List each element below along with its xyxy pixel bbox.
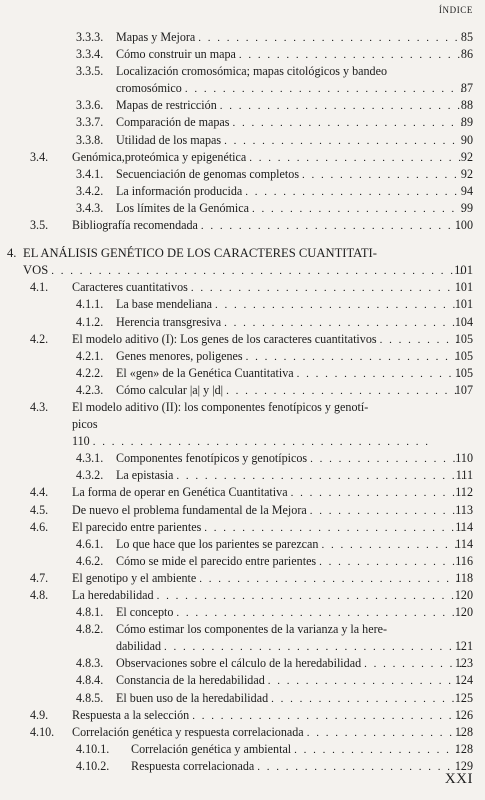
- toc-entry-number: 4.6.1.: [76, 536, 104, 551]
- toc-entry-title: picos: [72, 417, 98, 432]
- toc-entry-number: 3.4.2.: [76, 183, 104, 198]
- toc-entry: [0, 262, 485, 279]
- toc-entry: [0, 63, 485, 80]
- toc-entry-number: 4.8.4.: [76, 673, 104, 688]
- toc-entry-body: [23, 262, 463, 280]
- toc-entry-page: 113: [455, 502, 473, 517]
- toc-dot-leader: [224, 133, 463, 150]
- toc-entry: [0, 724, 485, 741]
- toc-entry-number: 4.1.: [30, 280, 49, 295]
- toc-entry: [0, 638, 485, 655]
- toc-entry-number: 4.7.: [30, 570, 49, 585]
- toc-entry-title: Correlación genética y respuesta correlacionada: [72, 724, 304, 739]
- toc-entry: [0, 348, 485, 365]
- toc-entry-number: 3.4.3.: [76, 200, 104, 215]
- toc-entry-page: 92: [460, 149, 473, 164]
- toc-entry-page: 107: [454, 382, 473, 397]
- toc-entry: [0, 245, 485, 262]
- toc-entry: [0, 80, 485, 97]
- toc-entry-body: [116, 46, 463, 64]
- toc-entry-page: 110: [455, 451, 473, 466]
- toc-entry-title: El buen uso de la heredabilidad: [116, 690, 269, 705]
- toc-entry-number: 3.3.6.: [76, 98, 104, 113]
- toc-entry: [0, 217, 485, 234]
- toc-entry-body: [116, 80, 463, 98]
- toc-entry-number: 3.3.8.: [76, 132, 104, 147]
- toc-entry-body: [116, 63, 463, 80]
- toc-entry-page: 114: [455, 519, 473, 534]
- toc-entry-number: 4.8.1.: [76, 605, 104, 620]
- toc-entry-body: [116, 553, 463, 571]
- toc-entry-page: 99: [460, 200, 473, 215]
- toc-entry-page: 90: [460, 132, 473, 147]
- toc-entry-body: [72, 279, 463, 297]
- toc-dot-leader: [249, 150, 463, 167]
- toc-entry: [0, 314, 485, 331]
- toc-entry-title: 110: [72, 434, 90, 449]
- toc-entry-page: 105: [454, 331, 473, 346]
- toc-entry-body: [116, 450, 463, 468]
- toc-entry: [0, 672, 485, 689]
- folio-page-number: XXI: [444, 771, 473, 787]
- toc-entry-body: [116, 114, 463, 132]
- toc-entry-number: 4.2.1.: [76, 348, 104, 363]
- toc-entry-body: [116, 29, 463, 47]
- toc-entry-title: Lo que hace que los parientes se parezcan: [116, 536, 319, 551]
- toc-dot-leader: [271, 691, 463, 708]
- toc-entry-body: [116, 638, 463, 656]
- toc-entry-page: 87: [460, 81, 473, 96]
- toc-entry-title: Cómo calcular |a| y |d|: [116, 382, 224, 397]
- toc-entry-page: 92: [460, 166, 473, 181]
- toc-entry-body: [72, 519, 463, 537]
- toc-dot-leader: [176, 605, 463, 622]
- toc-entry-title: cromosómico: [116, 81, 182, 96]
- toc-entry-number: 3.4.1.: [76, 166, 104, 181]
- toc-entry-page: 105: [454, 365, 473, 380]
- toc-entry-body: [116, 467, 463, 485]
- toc-entry-page: 112: [455, 485, 473, 500]
- toc-entry-number: 4.1.1.: [76, 297, 104, 312]
- toc-entry-body: [116, 690, 463, 708]
- toc-entry: [0, 587, 485, 604]
- toc-entry-page: 120: [454, 605, 473, 620]
- toc-dot-leader: [157, 588, 463, 605]
- toc-entry-body: [116, 314, 463, 332]
- toc-dot-leader: [307, 725, 463, 742]
- toc-entry-page: 123: [454, 656, 473, 671]
- toc-entry-page: 126: [454, 707, 473, 722]
- toc-entry-title: Genes menores, poligenes: [116, 348, 243, 363]
- toc-entry: [0, 279, 485, 296]
- toc-entry-body: [72, 587, 463, 605]
- toc-dot-leader: [164, 639, 463, 656]
- toc-entry-body: [116, 604, 463, 622]
- toc-entry-title: Correlación genética y ambiental: [131, 741, 292, 756]
- toc-dot-leader: [204, 520, 463, 537]
- toc-entry-title: El modelo aditivo (II): los componentes fenotípicos y genotí-: [72, 399, 369, 414]
- toc-dot-leader: [198, 30, 463, 47]
- toc-entry-title: Caracteres cuantitativos: [72, 280, 188, 295]
- toc-entry: [0, 484, 485, 501]
- toc-entry-number: 4.3.2.: [76, 468, 104, 483]
- toc-entry: [0, 382, 485, 399]
- toc-dot-leader: [319, 554, 463, 571]
- toc-entry-number: 3.3.7.: [76, 115, 104, 130]
- toc-entry-body: [72, 570, 463, 588]
- toc-entry-number: 4.1.2.: [76, 314, 104, 329]
- toc-entry-page: 121: [454, 639, 473, 654]
- toc-entry-title: Genómica,proteómica y epigenética: [72, 149, 247, 164]
- toc-dot-leader: [191, 280, 463, 297]
- toc-entry-page: 88: [460, 98, 473, 113]
- toc-entry: [0, 365, 485, 382]
- toc-entry-number: 4.6.2.: [76, 553, 104, 568]
- toc-entry-body: [72, 149, 463, 167]
- toc-entry-body: [131, 758, 463, 776]
- toc-entry-number: 3.5.: [30, 218, 49, 233]
- toc-entry: [0, 97, 485, 114]
- toc-entry-body: [116, 672, 463, 690]
- toc-entry-title: EL ANÁLISIS GENÉTICO DE LOS CARACTERES CUANTITATI-: [23, 246, 377, 261]
- toc-dot-leader: [199, 571, 463, 588]
- toc-entry-title: Utilidad de los mapas: [116, 132, 222, 147]
- toc-entry-title: Los límites de la Genómica: [116, 200, 249, 215]
- toc-dot-leader: [245, 184, 463, 201]
- toc-entry-number: 4.8.5.: [76, 690, 104, 705]
- toc-entry-title: Comparación de mapas: [116, 115, 230, 130]
- toc-dot-leader: [215, 297, 463, 314]
- toc-entry-page: 124: [454, 673, 473, 688]
- toc-entry-body: [23, 245, 463, 262]
- toc-dot-leader: [294, 742, 463, 759]
- toc-entry-page: 89: [460, 115, 473, 130]
- toc-entry: [0, 450, 485, 467]
- toc-dot-leader: [239, 47, 463, 64]
- toc-entry: [0, 132, 485, 149]
- toc-dot-leader: [233, 115, 463, 132]
- toc-dot-leader: [224, 315, 463, 332]
- toc-entry-title: La base mendeliana: [116, 297, 213, 312]
- toc-entry-title: Mapas y Mejora: [116, 30, 196, 44]
- toc-entry: [0, 604, 485, 621]
- toc-entry-title: Componentes fenotípicos y genotípicos: [116, 451, 308, 466]
- toc-entry: [0, 690, 485, 707]
- toc-entry-title: La heredabilidad: [72, 588, 154, 602]
- toc-entry-body: [116, 296, 463, 314]
- toc-entry-number: 3.3.5.: [76, 64, 104, 79]
- toc-entry-body: [131, 741, 463, 759]
- toc-entry-number: 3.3.3.: [76, 30, 104, 44]
- toc-entry-number: 4.8.: [30, 588, 49, 602]
- toc-entry-number: 4.6.: [30, 519, 49, 534]
- toc-entry-body: [116, 536, 463, 554]
- running-header: ÍNDICE: [438, 5, 473, 15]
- toc-entry-title: La epistasia: [116, 468, 174, 483]
- toc-entry-body: [116, 166, 463, 184]
- toc-entry-body: [116, 365, 463, 383]
- toc-entry-page: 116: [455, 553, 473, 568]
- toc-entry-title: Cómo se mide el parecido entre parientes: [116, 553, 317, 568]
- toc-dot-leader: [257, 759, 463, 776]
- toc-entry-body: [72, 707, 463, 725]
- toc-entry-body: [72, 217, 463, 235]
- table-of-contents: [0, 29, 485, 775]
- toc-entry-number: 4.8.3.: [76, 656, 104, 671]
- toc-entry-title: El genotipo y el ambiente: [72, 570, 197, 585]
- toc-entry-number: 4.3.1.: [76, 451, 104, 466]
- toc-entry-title: Respuesta correlacionada: [131, 758, 255, 773]
- toc-entry-page: 128: [454, 724, 473, 739]
- toc-entry-title: El parecido entre parientes: [72, 519, 202, 534]
- toc-entry-page: 114: [455, 536, 473, 551]
- toc-entry-title: Bibliografía recomendada: [72, 218, 198, 233]
- toc-entry-title: Localización cromosómica; mapas citológicos y bandeo: [116, 64, 388, 79]
- toc-entry-body: [116, 183, 463, 201]
- toc-entry-body: [72, 399, 463, 416]
- toc-entry-body: [116, 132, 463, 150]
- toc-entry-title: Cómo construir un mapa: [116, 47, 236, 62]
- toc-entry-page: 101: [454, 280, 473, 295]
- toc-entry-title: Respuesta a la selección: [72, 707, 190, 722]
- toc-entry-title: Observaciones sobre el cálculo de la heredabilidad: [116, 656, 362, 671]
- toc-dot-leader: [51, 263, 463, 280]
- toc-dot-leader: [302, 167, 463, 184]
- toc-entry-page: 100: [454, 218, 473, 233]
- toc-entry-number: 4.5.: [30, 502, 49, 517]
- toc-entry: [0, 149, 485, 166]
- toc-entry-number: 4.10.: [30, 724, 55, 739]
- toc-entry: [0, 536, 485, 553]
- toc-entry-page: 118: [455, 570, 473, 585]
- toc-entry-number: 4.2.2.: [76, 365, 104, 380]
- toc-entry-page: 111: [455, 468, 473, 483]
- toc-entry: [0, 166, 485, 183]
- toc-entry: [0, 707, 485, 724]
- toc-entry-body: [72, 433, 433, 451]
- toc-entry-page: 86: [460, 47, 473, 62]
- toc-entry-title: Constancia de la heredabilidad: [116, 673, 265, 688]
- toc-entry-title: dabilidad: [116, 639, 162, 654]
- toc-dot-leader: [321, 537, 463, 554]
- toc-entry-page: 120: [454, 588, 473, 602]
- toc-dot-leader: [246, 349, 463, 366]
- toc-entry: [0, 655, 485, 672]
- toc-entry-body: [116, 621, 463, 638]
- toc-entry-body: [116, 97, 463, 115]
- toc-dot-leader: [291, 485, 463, 502]
- toc-entry-number: 3.3.4.: [76, 47, 104, 62]
- toc-entry: [0, 29, 485, 46]
- toc-entry: [0, 553, 485, 570]
- toc-entry: [0, 758, 485, 775]
- toc-entry-body: [116, 200, 463, 218]
- toc-entry-body: [116, 348, 463, 366]
- toc-dot-leader: [185, 81, 463, 98]
- toc-entry: [0, 296, 485, 313]
- toc-entry-title: El modelo aditivo (I): Los genes de los caracteres cuantitativos: [72, 331, 377, 346]
- toc-entry-number: 4.2.: [30, 331, 49, 346]
- toc-entry-number: 3.4.: [30, 149, 49, 164]
- toc-entry-number: 4.4.: [30, 485, 49, 500]
- toc-dot-leader: [192, 708, 463, 725]
- toc-entry: [0, 519, 485, 536]
- toc-entry-page: 125: [454, 690, 473, 705]
- toc-dot-leader: [201, 218, 463, 235]
- toc-entry-page: 104: [454, 314, 473, 329]
- toc-entry-page: 85: [460, 30, 473, 44]
- toc-entry-page: 101: [454, 297, 473, 312]
- toc-entry: [0, 741, 485, 758]
- toc-entry-number: 4.: [7, 246, 17, 261]
- toc-entry-page: 105: [454, 348, 473, 363]
- toc-entry-title: Mapas de restricción: [116, 98, 217, 113]
- toc-entry: [0, 331, 485, 348]
- toc-entry: [0, 467, 485, 484]
- toc-dot-leader: [220, 98, 463, 115]
- toc-entry-number: 4.10.2.: [76, 758, 110, 773]
- toc-entry: [0, 183, 485, 200]
- toc-entry-title: La información producida: [116, 183, 243, 198]
- toc-entry: [0, 114, 485, 131]
- toc-entry: [0, 502, 485, 519]
- toc-entry-body: [72, 724, 463, 742]
- toc-entry-page: 94: [460, 183, 473, 198]
- toc-dot-leader: [252, 201, 463, 218]
- toc-entry-body: [72, 484, 463, 502]
- toc-entry-number: 4.2.3.: [76, 382, 104, 397]
- toc-entry: [0, 570, 485, 587]
- toc-entry: [0, 621, 485, 638]
- toc-entry-number: 4.10.1.: [76, 741, 110, 756]
- toc-entry-title: Secuenciación de genomas completos: [116, 166, 300, 181]
- toc-entry-title: El «gen» de la Genética Cuantitativa: [116, 365, 294, 380]
- toc-entry-page: 129: [454, 758, 473, 773]
- toc-dot-leader: [176, 468, 463, 485]
- toc-entry-body: [72, 502, 463, 520]
- toc-entry-title: VOS: [23, 263, 49, 278]
- toc-entry-title: La forma de operar en Genética Cuantitativa: [72, 485, 288, 500]
- toc-entry-body: [116, 382, 463, 400]
- toc-entry: [0, 46, 485, 63]
- toc-entry-title: Herencia transgresiva: [116, 314, 222, 329]
- toc-dot-leader: [226, 383, 463, 400]
- toc-entry-number: 4.8.2.: [76, 622, 104, 637]
- toc-dot-leader: [268, 673, 463, 690]
- toc-entry-title: De nuevo el problema fundamental de la Mejora: [72, 502, 307, 517]
- toc-entry-page: 128: [454, 741, 473, 756]
- toc-entry: [0, 200, 485, 217]
- toc-entry-page: 101: [454, 263, 473, 278]
- toc-entry: [0, 416, 485, 433]
- toc-dot-leader: [310, 503, 463, 520]
- toc-dot-leader: [93, 434, 433, 451]
- toc-entry-body: [72, 416, 463, 433]
- toc-entry-title: Cómo estimar los componentes de la varianza y la here-: [116, 622, 388, 637]
- toc-entry-body: [72, 331, 463, 349]
- toc-entry-body: [116, 655, 463, 673]
- toc-dot-leader: [310, 451, 463, 468]
- toc-entry-number: 4.9.: [30, 707, 49, 722]
- toc-entry: [0, 399, 485, 416]
- toc-dot-leader: [297, 366, 463, 383]
- toc-entry-number: 4.3.: [30, 399, 49, 414]
- toc-entry-title: El concepto: [116, 605, 174, 620]
- toc-entry: [0, 433, 485, 450]
